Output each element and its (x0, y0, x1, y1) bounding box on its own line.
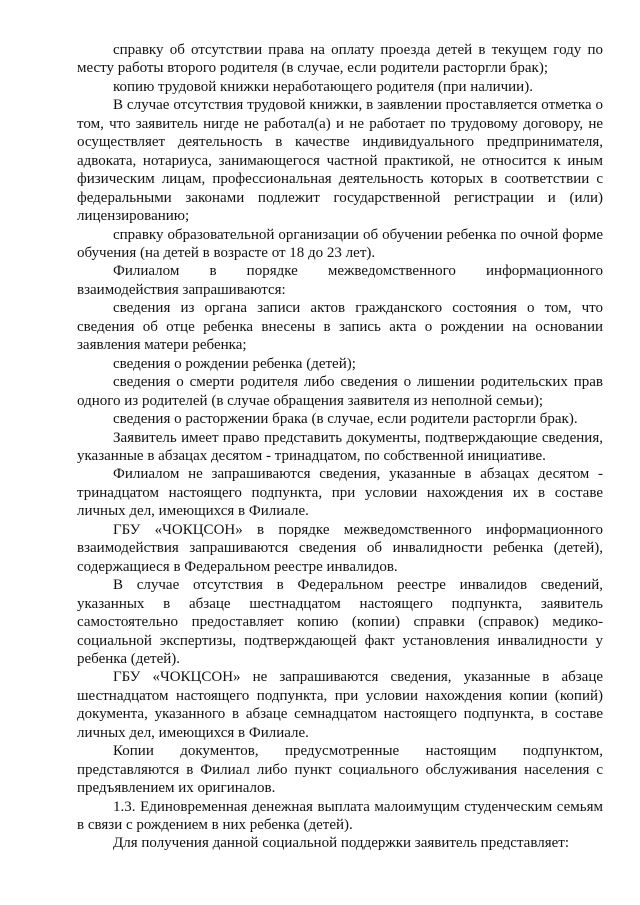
paragraph-disability-info-request: ГБУ «ЧОКЦСОН» в порядке межведомственного информационного взаимодействия запрашиваются сведения об инвалидности ребенка (детей), содержащиеся в Федеральном реестре инвалидов. (77, 521, 603, 575)
paragraph-birth-info: сведения о рождении ребенка (детей); (113, 355, 356, 372)
paragraph-copies-with-originals: Копии документов, предусмотренные настоящим подпунктом, представляются в Филиал либо пункт социального обслуживания населения с предъявлением их оригиналов. (77, 743, 603, 797)
paragraph-interagency-requests-intro: Филиалом в порядке межведомственного информационного взаимодействия запрашиваются: (77, 263, 603, 298)
paragraph-applicant-own-initiative: Заявитель имеет право представить документы, подтверждающие сведения, указанные в абзацах десятом - тринадцатом, по собственной инициативе. (77, 429, 603, 464)
paragraph-rail-fare-certificate: справку об отсутствии права на оплату проезда детей в текущем году по месту работы второго родителя (в случае, если родители расторгли брак); (77, 42, 603, 77)
paragraph-no-employment-record: В случае отсутствия трудовой книжки, в заявлении проставляется отметка о том, что заявитель нигде не работал(а) и не работает по трудовому договору, не осуществляет деятельность в качестве индивидуального предпринимателя, адвоката, нотариуса, занимающегося частной практикой, не относится к иным физическим лицам, профессиональная деятельность которых в соответствии с федеральными законами подлежит государственной регистрации и (или) лицензированию; (77, 97, 603, 225)
paragraph-section-1-3-heading: 1.3. Единовременная денежная выплата малоимущим студенческим семьям в связи с рождением в них ребенка (детей). (77, 798, 603, 834)
paragraph-disability-not-requested: ГБУ «ЧОКЦСОН» не запрашиваются сведения, указанные в абзаце шестнадцатом настоящего подпункта, при условии нахождения копии (копий) документа, указанного в абзаце семнадцатом настоящего подпункта, в составе личных дел, имеющихся в Филиале. (77, 669, 603, 741)
paragraph-divorce-info: сведения о расторжении брака (в случае, если родители расторгли брак). (113, 411, 578, 428)
paragraph-disability-certificate-self: В случае отсутствия в Федеральном реестре инвалидов сведений, указанных в абзаце шестнадцатом настоящего подпункта, заявитель самостоятельно предоставляет копию (копии) справки (справок) медико-социальной экспертизы, подтверждающей факт установления инвалидности у ребенка (детей). (77, 577, 603, 667)
paragraph-civil-registry-father-info: сведения из органа записи актов гражданского состояния о том, что сведения об отце ребенка внесены в запись акта о рождении на основании заявления матери ребенка; (77, 300, 603, 354)
paragraph-education-certificate: справку образовательной организации об обучении ребенка по очной форме обучения (на детей в возрасте от 18 до 23 лет). (77, 226, 603, 261)
paragraph-not-requested-personal-files: Филиалом не запрашиваются сведения, указанные в абзацах десятом - тринадцатом настоящего подпункта, при условии нахождения их в составе личных дел, имеющихся в Филиале. (77, 466, 603, 520)
paragraph-employment-record-copy: копию трудовой книжки неработающего родителя (при наличии). (113, 78, 533, 95)
paragraph-applicant-submits: Для получения данной социальной поддержки заявитель представляет: (113, 835, 569, 852)
paragraph-death-or-deprivation-info: сведения о смерти родителя либо сведения о лишении родительских прав одного из родителей (в случае обращения заявителя из неполной семьи); (77, 374, 603, 409)
